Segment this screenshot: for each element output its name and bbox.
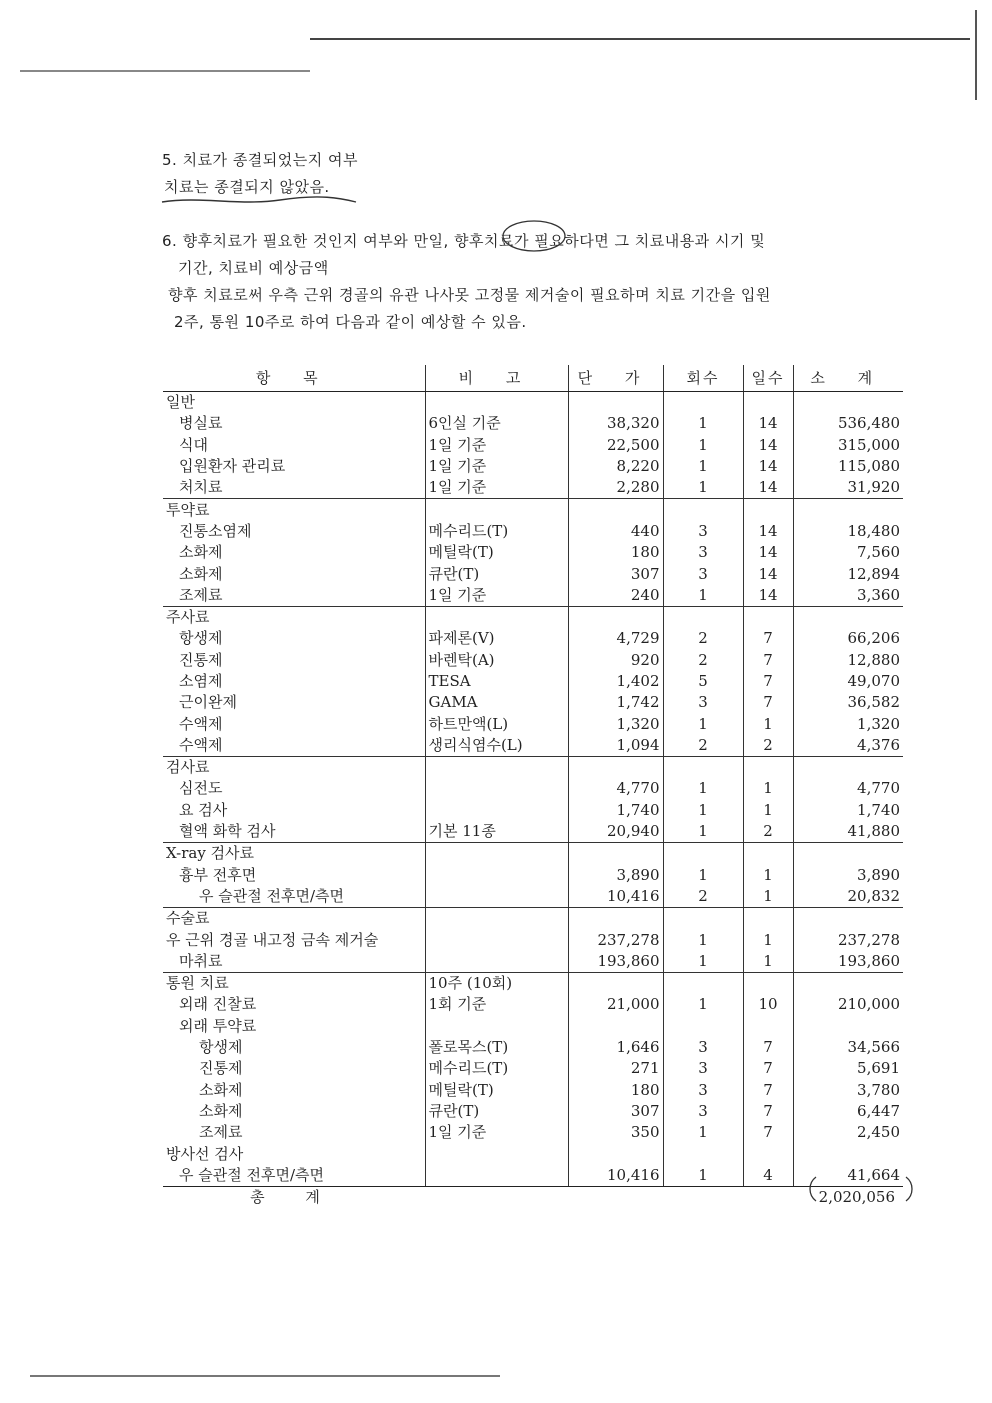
cell-item: 식대 [163, 435, 425, 456]
table-row [163, 499, 903, 521]
table-row [163, 1016, 903, 1037]
cell-times: 1 [663, 713, 743, 734]
cell-price: 307 [568, 563, 663, 584]
section-6-title-line2: 기간, 치료비 예상금액 [178, 259, 329, 277]
cell-subtotal: 18,480 [847, 521, 900, 540]
cell-item: 우 근위 경골 내고정 금속 제거술 [163, 929, 425, 950]
table-row [163, 735, 903, 757]
cell-days: 1 [743, 929, 793, 950]
table-row [163, 821, 903, 843]
cell-subtotal: 4,376 [857, 735, 900, 754]
cell-days: 1 [743, 951, 793, 973]
cell-item: 흉부 전후면 [163, 865, 425, 886]
section-6 [162, 228, 771, 336]
cell-note: 생리식염수(L) [425, 735, 568, 757]
cell-item: 우 슬관절 전후면/측면 [163, 1165, 425, 1187]
cell-note: 메수리드(T) [425, 1058, 568, 1079]
cell-item: 처치료 [163, 477, 425, 499]
cell-times [663, 908, 743, 930]
cell-note: 1일 기준 [425, 477, 568, 499]
cell-note: 1일 기준 [425, 435, 568, 456]
cell-note: 파제론(V) [425, 628, 568, 649]
section-6-body-line2: 2주, 통원 10주로 하여 다음과 같이 예상할 수 있음. [174, 313, 527, 331]
table-row [163, 951, 903, 973]
cell-times: 3 [663, 1037, 743, 1058]
cell-note [425, 908, 568, 930]
table-row [163, 929, 903, 950]
section-5-title: 5. 치료가 종결되었는지 여부 [162, 151, 359, 169]
cell-note: 큐란(T) [425, 563, 568, 584]
cell-times: 1 [663, 929, 743, 950]
cell-days [743, 1016, 793, 1037]
cell-note [425, 606, 568, 628]
table-row [163, 563, 903, 584]
section-5 [162, 147, 358, 201]
cell-note: 바렌탁(A) [425, 650, 568, 671]
cell-subtotal: 536,480 [837, 414, 900, 433]
cell-item: 우 슬관절 전후면/측면 [163, 886, 425, 908]
cell-note: 메수리드(T) [425, 521, 568, 542]
cell-days: 7 [743, 671, 793, 692]
table-row [163, 800, 903, 821]
cell-subtotal: 4,770 [857, 779, 900, 798]
cell-item: X-ray 검사료 [163, 843, 425, 865]
table-row [163, 1037, 903, 1058]
cell-price: 4,770 [568, 778, 663, 799]
cell-item: 소화제 [163, 563, 425, 584]
cell-subtotal [793, 1016, 903, 1037]
cell-days: 14 [743, 477, 793, 499]
cell-note [425, 800, 568, 821]
cell-times [663, 392, 743, 414]
cell-item: 통원 치료 [163, 973, 425, 995]
cell-times: 2 [663, 735, 743, 757]
cell-times: 1 [663, 1122, 743, 1143]
cell-item: 투약료 [163, 499, 425, 521]
table-row [163, 456, 903, 477]
cell-times: 1 [663, 821, 743, 843]
table-row [163, 886, 903, 908]
cell-item: 진통제 [163, 1058, 425, 1079]
cell-days: 4 [743, 1165, 793, 1187]
cell-price: 38,320 [568, 413, 663, 434]
table-row [163, 413, 903, 434]
section-6-body-line1: 향후 치료로써 우측 근위 경골의 유관 나사못 고정물 제거술이 필요하며 치료 기간을 입원 [168, 286, 771, 304]
table-row [163, 1080, 903, 1101]
section-5-answer: 치료는 종결되지 않았음. [164, 178, 330, 196]
cell-subtotal: 6,447 [857, 1101, 900, 1120]
cell-price: 180 [568, 1080, 663, 1101]
cell-item: 소염제 [163, 671, 425, 692]
cost-estimate-table [163, 365, 903, 1208]
table-row [163, 757, 903, 779]
cell-times: 1 [663, 951, 743, 973]
cell-subtotal: 12,894 [847, 564, 900, 583]
cell-days: 14 [743, 456, 793, 477]
cell-item: 조제료 [163, 1122, 425, 1143]
cell-days: 2 [743, 735, 793, 757]
cell-price: 920 [568, 650, 663, 671]
section-6-title-line1: 6. 향후치료가 필요한 것인지 여부와 만일, 향후치료가 필요하다면 그 치료내용과 시기 및 [162, 232, 766, 250]
cell-days: 7 [743, 1080, 793, 1101]
cell-times [663, 1143, 743, 1164]
table-row [163, 585, 903, 607]
cell-note: 10주 (10회) [425, 973, 568, 995]
cell-days [743, 606, 793, 628]
cell-times: 3 [663, 542, 743, 563]
cell-note [425, 757, 568, 779]
cell-subtotal: 41,664 [793, 1165, 903, 1187]
cell-subtotal: 1,740 [857, 800, 900, 819]
table-row [163, 650, 903, 671]
cell-price: 240 [568, 585, 663, 607]
cell-item: 항생제 [163, 1037, 425, 1058]
header-days: 일수 [743, 365, 793, 392]
cell-item: 항생제 [163, 628, 425, 649]
cell-days [743, 908, 793, 930]
table-row [163, 542, 903, 563]
cell-days: 14 [743, 585, 793, 607]
cell-price: 22,500 [568, 435, 663, 456]
header-item: 항 목 [163, 365, 425, 392]
cell-price: 350 [568, 1122, 663, 1143]
table-row [163, 392, 903, 414]
table-row [163, 628, 903, 649]
cell-price: 307 [568, 1101, 663, 1122]
cell-days [743, 843, 793, 865]
cell-note: 1일 기준 [425, 1122, 568, 1143]
cell-subtotal: 49,070 [847, 672, 900, 690]
scan-edge-right [975, 10, 977, 100]
cell-price: 1,320 [568, 713, 663, 734]
cell-days: 1 [743, 865, 793, 886]
cell-price: 1,742 [568, 692, 663, 713]
cell-days: 14 [743, 521, 793, 542]
handwritten-circle [500, 216, 570, 256]
cell-days: 7 [743, 650, 793, 671]
cell-item: 수액제 [163, 713, 425, 734]
header-times: 회수 [663, 365, 743, 392]
cell-note [425, 1165, 568, 1187]
table-row [163, 973, 903, 995]
cell-price [568, 843, 663, 865]
cell-subtotal [793, 908, 903, 930]
table-row [163, 671, 903, 692]
table-row [163, 713, 903, 734]
cell-price: 237,278 [568, 929, 663, 950]
cell-note: TESA [425, 671, 568, 692]
cell-price [568, 1016, 663, 1037]
table-row [163, 692, 903, 713]
cell-note: 1일 기준 [425, 456, 568, 477]
cell-price: 271 [568, 1058, 663, 1079]
cell-item: 소화제 [163, 1080, 425, 1101]
cell-times: 1 [663, 456, 743, 477]
cell-item: 혈액 화학 검사 [163, 821, 425, 843]
cell-times: 1 [663, 413, 743, 434]
cell-item: 수액제 [163, 735, 425, 757]
cell-days: 10 [743, 994, 793, 1015]
cell-note: 1회 기준 [425, 994, 568, 1015]
cell-subtotal: 12,880 [847, 650, 900, 669]
cell-subtotal: 41,880 [847, 822, 900, 841]
cell-times: 1 [663, 435, 743, 456]
cell-times: 3 [663, 1058, 743, 1079]
cell-price [568, 1143, 663, 1164]
table-row [163, 908, 903, 930]
cell-item: 외래 진찰료 [163, 994, 425, 1015]
cell-price: 440 [568, 521, 663, 542]
scan-edge-top-right [310, 38, 970, 40]
cell-times: 3 [663, 1080, 743, 1101]
cell-price [568, 973, 663, 995]
cell-times: 3 [663, 692, 743, 713]
cell-times: 1 [663, 994, 743, 1015]
table-row [163, 477, 903, 499]
cell-times: 3 [663, 563, 743, 584]
cell-subtotal: 3,890 [857, 865, 900, 884]
table-row [163, 521, 903, 542]
cell-item: 근이완제 [163, 692, 425, 713]
cell-note [425, 951, 568, 973]
cell-days: 1 [743, 886, 793, 908]
cell-subtotal [793, 843, 903, 865]
cell-note [425, 392, 568, 414]
cell-price [568, 908, 663, 930]
cell-days: 7 [743, 1101, 793, 1122]
cell-price: 3,890 [568, 865, 663, 886]
cell-times: 5 [663, 671, 743, 692]
total-label: 총 계 [250, 1188, 338, 1207]
cell-times [663, 499, 743, 521]
header-price: 단 가 [568, 365, 663, 392]
cell-days [743, 499, 793, 521]
cell-times: 3 [663, 1101, 743, 1122]
cell-note [425, 929, 568, 950]
cell-subtotal [793, 499, 903, 521]
cell-times: 2 [663, 650, 743, 671]
cell-note: 기본 11종 [425, 821, 568, 843]
cell-item: 수술료 [163, 908, 425, 930]
cell-note [425, 865, 568, 886]
cell-days [743, 1143, 793, 1164]
cell-note [425, 1143, 568, 1164]
table-row [163, 606, 903, 628]
cell-days: 7 [743, 1037, 793, 1058]
cell-subtotal: 193,860 [837, 951, 900, 970]
cell-note: 큐란(T) [425, 1101, 568, 1122]
table-row [163, 1143, 903, 1164]
total-value: 2,020,056 [818, 1188, 895, 1207]
cell-price: 4,729 [568, 628, 663, 649]
cell-subtotal [793, 392, 903, 414]
table-row [163, 843, 903, 865]
cell-price [568, 392, 663, 414]
table-row [163, 1122, 903, 1143]
total-row [163, 1186, 903, 1208]
cell-item: 검사료 [163, 757, 425, 779]
table-row [163, 778, 903, 799]
table-row [163, 435, 903, 456]
cell-note: 6인실 기준 [425, 413, 568, 434]
cell-days: 14 [743, 542, 793, 563]
cell-times: 3 [663, 521, 743, 542]
cell-subtotal [793, 1143, 903, 1164]
cell-item: 마취료 [163, 951, 425, 973]
cell-days: 14 [743, 435, 793, 456]
cell-item: 심전도 [163, 778, 425, 799]
cell-note [425, 499, 568, 521]
handwritten-underline [160, 194, 360, 208]
cell-days: 1 [743, 778, 793, 799]
cell-subtotal: 210,000 [837, 995, 900, 1014]
cell-price [568, 606, 663, 628]
cell-subtotal: 237,278 [837, 930, 900, 949]
cell-note: 1일 기준 [425, 585, 568, 607]
cell-item: 소화제 [163, 542, 425, 563]
cell-subtotal: 36,582 [847, 693, 900, 712]
cell-subtotal: 315,000 [837, 435, 900, 454]
scan-edge-bottom [30, 1375, 500, 1377]
cell-note [425, 843, 568, 865]
cell-times: 1 [663, 865, 743, 886]
cell-price: 1,094 [568, 735, 663, 757]
cell-times: 1 [663, 585, 743, 607]
cell-times [663, 606, 743, 628]
cell-price: 1,402 [568, 671, 663, 692]
cell-subtotal: 20,832 [847, 886, 900, 905]
cell-item: 병실료 [163, 413, 425, 434]
scan-edge-top [20, 70, 310, 72]
cell-times [663, 1016, 743, 1037]
cell-item: 입원환자 관리료 [163, 456, 425, 477]
cell-days: 1 [743, 800, 793, 821]
cell-times [663, 973, 743, 995]
cell-price: 10,416 [568, 886, 663, 908]
cell-item: 요 검사 [163, 800, 425, 821]
header-subtotal: 소 계 [793, 365, 903, 392]
cell-days: 7 [743, 1122, 793, 1143]
cell-price: 20,940 [568, 821, 663, 843]
cell-days [743, 973, 793, 995]
cell-subtotal [793, 973, 903, 995]
cell-price: 180 [568, 542, 663, 563]
cell-days: 1 [743, 713, 793, 734]
cell-price [568, 757, 663, 779]
table-row [163, 1101, 903, 1122]
cell-item: 조제료 [163, 585, 425, 607]
cell-days: 7 [743, 692, 793, 713]
cell-times: 2 [663, 628, 743, 649]
cell-subtotal: 34,566 [847, 1038, 900, 1057]
cell-subtotal [793, 606, 903, 628]
cell-price [568, 499, 663, 521]
cell-subtotal: 1,320 [857, 714, 900, 733]
table-row [163, 994, 903, 1015]
cell-note [425, 1016, 568, 1037]
cell-item: 주사료 [163, 606, 425, 628]
cell-subtotal: 3,360 [857, 585, 900, 604]
cell-days [743, 757, 793, 779]
cell-note: 메틸락(T) [425, 542, 568, 563]
cell-note [425, 886, 568, 908]
cell-times: 1 [663, 1165, 743, 1187]
table-row [163, 1165, 903, 1187]
cell-subtotal: 5,691 [857, 1059, 900, 1078]
cell-times [663, 843, 743, 865]
cell-subtotal: 115,080 [837, 457, 900, 476]
cell-days: 14 [743, 413, 793, 434]
cell-price: 2,280 [568, 477, 663, 499]
cell-times: 1 [663, 477, 743, 499]
cell-note: GAMA [425, 692, 568, 713]
cell-item: 일반 [163, 392, 425, 414]
cell-price: 1,740 [568, 800, 663, 821]
cell-times [663, 757, 743, 779]
cell-note [425, 778, 568, 799]
table-body [163, 392, 903, 1187]
cell-note: 폴로목스(T) [425, 1037, 568, 1058]
cell-days: 7 [743, 628, 793, 649]
handwritten-oval [806, 1173, 916, 1205]
cell-item: 방사선 검사 [163, 1143, 425, 1164]
cell-times: 2 [663, 886, 743, 908]
table-header-row [163, 365, 903, 392]
cell-item: 진통제 [163, 650, 425, 671]
cell-price: 10,416 [568, 1165, 663, 1187]
cell-days: 7 [743, 1058, 793, 1079]
cell-subtotal: 31,920 [847, 478, 900, 497]
cell-price: 21,000 [568, 994, 663, 1015]
cell-subtotal [793, 757, 903, 779]
cell-note: 메틸락(T) [425, 1080, 568, 1101]
cell-subtotal: 66,206 [847, 629, 900, 648]
cell-subtotal: 7,560 [857, 543, 900, 562]
cell-note: 하트만액(L) [425, 713, 568, 734]
header-note: 비 고 [425, 365, 568, 392]
cell-times: 1 [663, 778, 743, 799]
cell-days [743, 392, 793, 414]
cell-price: 193,860 [568, 951, 663, 973]
cell-item: 소화제 [163, 1101, 425, 1122]
cell-days: 2 [743, 821, 793, 843]
cell-price: 8,220 [568, 456, 663, 477]
table-row [163, 1058, 903, 1079]
cell-subtotal: 2,450 [857, 1123, 900, 1142]
cell-days: 14 [743, 563, 793, 584]
cell-subtotal: 3,780 [857, 1080, 900, 1099]
cell-item: 진통소염제 [163, 521, 425, 542]
cell-times: 1 [663, 800, 743, 821]
cell-price: 1,646 [568, 1037, 663, 1058]
cell-item: 외래 투약료 [163, 1016, 425, 1037]
table-row [163, 865, 903, 886]
